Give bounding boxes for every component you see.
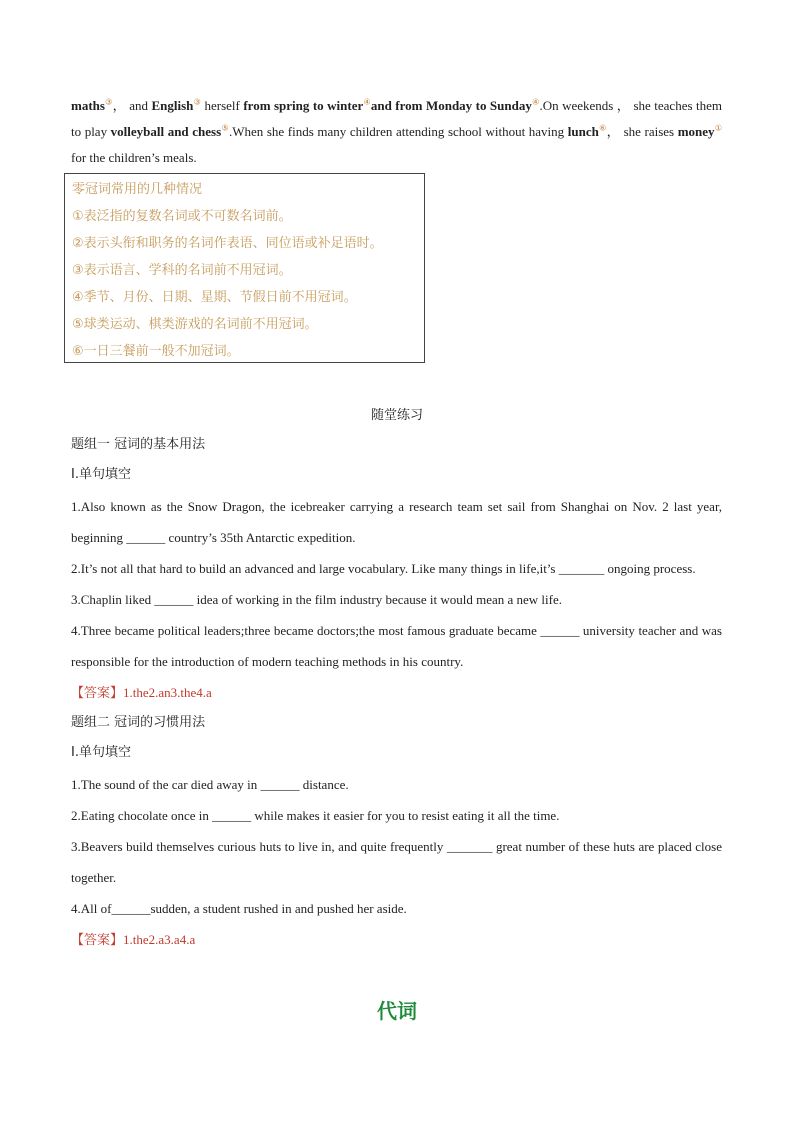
question: 2.Eating chocolate once in ______ while makes it easier for you to resist eating it all the time. [71, 808, 560, 823]
question: 1.The sound of the car died away in ______ distance. [71, 777, 349, 792]
intro-bold: English [151, 98, 194, 113]
circled-number: ① [714, 123, 723, 133]
note-box-title: 零冠词常用的几种情况 [72, 182, 203, 197]
question: 3.Chaplin liked ______ idea of working in the film industry because it would mean a new life. [71, 592, 563, 607]
group2-title: 题组二 冠词的习惯用法 [71, 715, 206, 730]
circled-number: ⑥ [598, 123, 607, 133]
question: 4.Three became political leaders;three became doctors;the most famous graduate became ______ university teacher and was responsible for the introduction of modern teaching methods in his country. [71, 623, 722, 669]
answer-value: 1.the2.a3.a4.a [123, 932, 196, 947]
group2-answer [71, 924, 722, 956]
intro-bold: lunch [567, 124, 599, 139]
circled-number: ③ [193, 97, 202, 107]
group1-answer [71, 677, 722, 709]
note-box-item: ②表示头衔和职务的名词作表语、同位语或补足语时。 [72, 236, 383, 251]
intro-bold: money [677, 124, 715, 139]
intro-text: ， and [112, 98, 152, 113]
group1-subtitle: Ⅰ.单句填空 [71, 467, 131, 482]
exercise-content [71, 431, 722, 956]
intro-bold: and from Monday to Sunday [370, 98, 532, 113]
circled-number: ③ [104, 97, 113, 107]
note-box-item: ⑥一日三餐前一般不加冠词。 [72, 344, 240, 359]
intro-bold: volleyball and chess [110, 124, 222, 139]
group2-subtitle: Ⅰ.单句填空 [71, 745, 131, 760]
question: 1.Also known as the Snow Dragon, the icebreaker carrying a research team set sail from Shanghai on Nov. 2 last year, beginning ______ country’s 35th Antarctic expedition. [71, 499, 722, 545]
intro-bold: from spring to winter [243, 98, 364, 113]
zero-article-note-box [64, 173, 425, 363]
intro-text: for the children’s meals. [71, 150, 197, 165]
circled-number: ⑤ [221, 123, 229, 133]
circled-number: ④ [531, 97, 540, 107]
section-title: 随堂练习 [370, 408, 423, 423]
question: 3.Beavers build themselves curious huts to live in, and quite frequently _______ great number of these huts are placed close together. [71, 839, 722, 885]
answer-tag: 【答案】 [71, 686, 124, 701]
circled-number: ④ [363, 97, 371, 107]
group1-title: 题组一 冠词的基本用法 [71, 437, 206, 452]
question: 4.All of______sudden, a student rushed in and pushed her aside. [71, 901, 407, 916]
chapter-title: 代词 [377, 999, 417, 1023]
note-box-item: ③表示语言、学科的名词前不用冠词。 [72, 263, 292, 278]
intro-text: ， she raises [606, 124, 678, 139]
note-box-item: ①表泛指的复数名词或不可数名词前。 [72, 209, 292, 224]
intro-text: herself [201, 98, 244, 113]
intro-text: .When she finds many children attending school without having [228, 124, 568, 139]
answer-tag: 【答案】 [71, 933, 124, 948]
intro-paragraph [71, 93, 722, 171]
note-box-item: ⑤球类运动、棋类游戏的名词前不用冠词。 [72, 317, 318, 332]
note-box-item: ④季节、月份、日期、星期、节假日前不用冠词。 [72, 290, 357, 305]
question: 2.It’s not all that hard to build an advanced and large vocabulary. Like many things in life,it’s _______ ongoing process. [71, 561, 696, 576]
intro-bold: maths [71, 98, 105, 113]
answer-value: 1.the2.an3.the4.a [123, 685, 212, 700]
intro-text: .On weekends ， she teaches them to play [71, 98, 722, 139]
